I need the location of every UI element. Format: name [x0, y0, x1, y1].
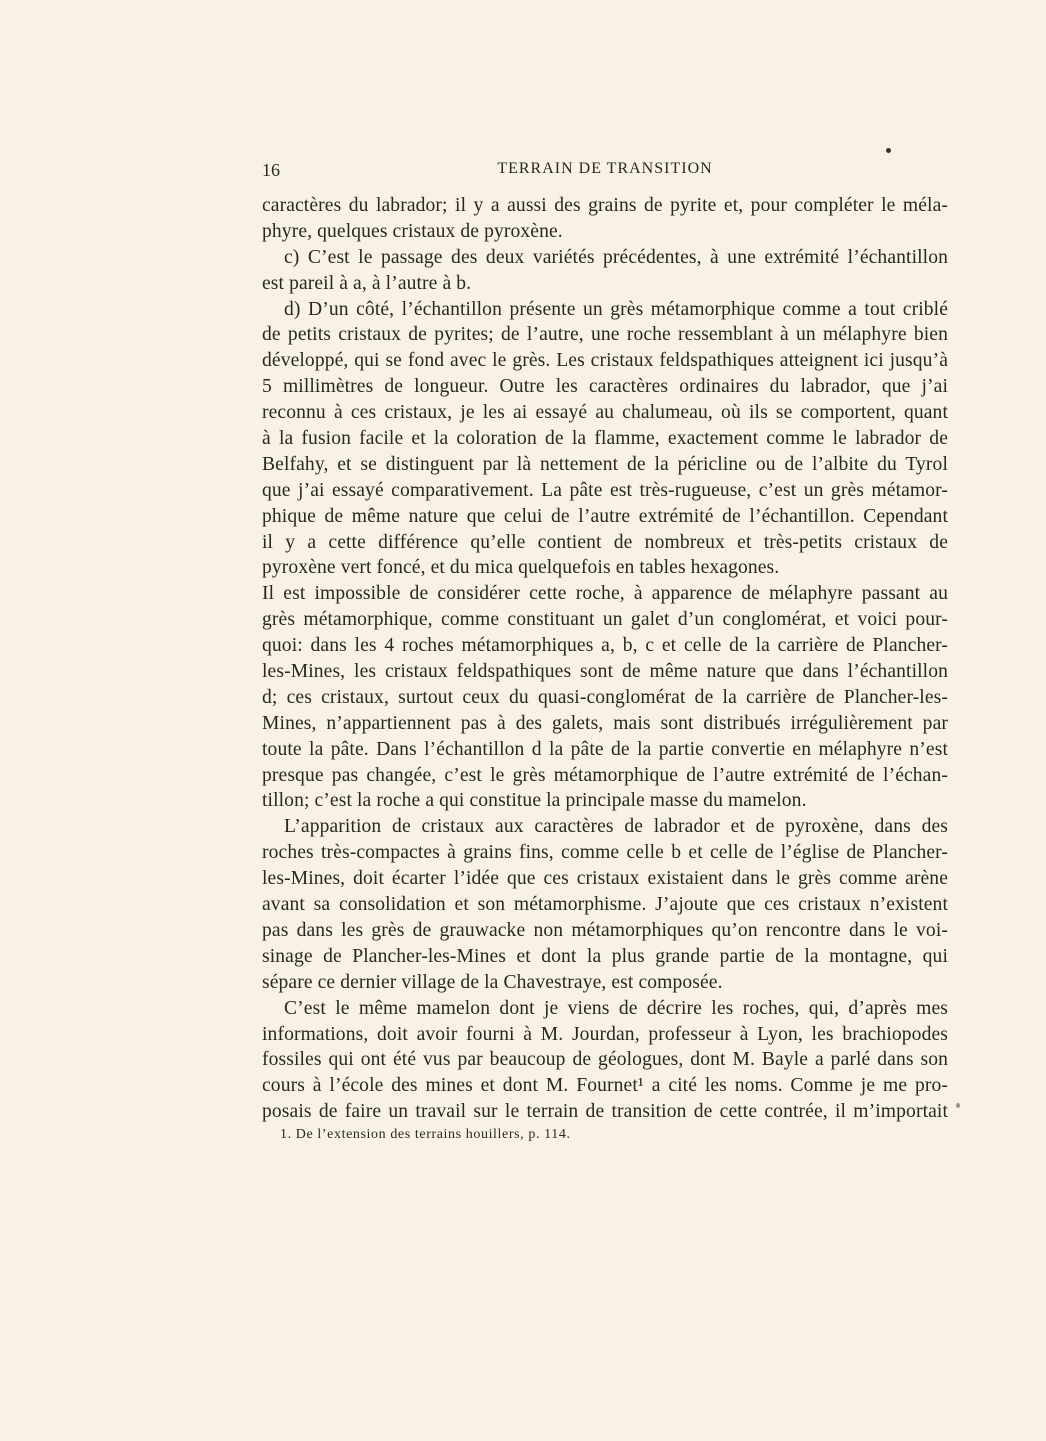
text-line: phyre, quelques cristaux de pyroxène. — [262, 220, 563, 242]
text-line: phique de même nature que celui de l’autre extrémité de l’échantillon. Cependant — [262, 505, 948, 527]
text-line: Belfahy, et se distinguent par là nettement de la péricline ou de l’albite du Tyrol — [262, 453, 948, 475]
text-line: que j’ai essayé comparativement. La pâte est très-rugueuse, c’est un grès métamor- — [262, 479, 948, 501]
text-line: sinage de Plancher-les-Mines et dont la plus grande partie de la montagne, qui — [262, 945, 948, 967]
text-line: les-Mines, les cristaux feldspathiques sont de même nature que dans l’échantillon — [262, 661, 948, 683]
running-title: TERRAIN DE TRANSITION — [497, 160, 713, 177]
text-line: reconnu à ces cristaux, je les ai essayé au chalumeau, où ils se comportent, quant — [262, 402, 948, 424]
text-line: sépare ce dernier village de la Chavestraye, est composée. — [262, 971, 723, 993]
text-line: est pareil à a, à l’autre à b. — [262, 272, 472, 294]
text-line: tillon; c’est la roche a qui constitue la principale masse du mamelon. — [262, 790, 807, 812]
text-line: Mines, n’appartiennent pas à des galets, mais sont distribués irrégulièrement par — [262, 712, 948, 734]
text-line: toute la pâte. Dans l’échantillon d la pâte de la partie convertie en mélaphyre n’est — [262, 738, 948, 760]
text-line: les-Mines, doit écarter l’idée que ces cristaux existaient dans le grès comme arène — [262, 868, 948, 890]
text-line: caractères du labrador; il y a aussi des grains de pyrite et, pour compléter le méla- — [262, 195, 948, 216]
text-line: pas dans les grès de grauwacke non métamorphiques qu’on rencontre dans le voi- — [262, 919, 948, 941]
text-line: c) C’est le passage des deux variétés précédentes, à une extrémité l’échantillon — [284, 246, 948, 268]
text-line: développé, qui se fond avec le grès. Les cristaux feldspathiques atteignent ici jusqu’à — [262, 350, 948, 372]
text-line: grès métamorphique, comme constituant un galet d’un conglomérat, et voici pour- — [262, 609, 948, 631]
page-number: 16 — [262, 160, 280, 180]
text-line: C’est le même mamelon dont je viens de décrire les roches, qui, d’après mes — [284, 997, 948, 1019]
footnote: 1. De l’extension des terrains houillers, p. 114. — [280, 1127, 571, 1142]
text-line: de petits cristaux de pyrites; de l’autre, une roche ressemblant à un mélaphyre bien — [262, 324, 948, 346]
print-speck — [956, 1103, 960, 1108]
text-line: Il est impossible de considérer cette roche, à apparence de mélaphyre passant au — [262, 583, 948, 605]
text-line: pyroxène vert foncé, et du mica quelquefois en tables hexagones. — [262, 557, 780, 579]
text-line: d; ces cristaux, surtout ceux du quasi-conglomérat de la carrière de Plancher-les- — [262, 686, 948, 708]
text-line: quoi: dans les 4 roches métamorphiques a, b, c et celle de la carrière de Plancher- — [262, 635, 948, 657]
text-line: posais de faire un travail sur le terrain de transition de cette contrée, il m’importait — [262, 1101, 948, 1123]
text-line: fossiles qui ont été vus par beaucoup de géologues, dont M. Bayle a parlé dans son — [262, 1049, 948, 1071]
text-line: informations, doit avoir fourni à M. Jourdan, professeur à Lyon, les brachiopodes — [262, 1023, 948, 1045]
print-speck — [886, 148, 891, 153]
text-line: roches très-compactes à grains fins, comme celle b et celle de l’église de Plancher- — [262, 842, 948, 864]
text-line: cours à l’école des mines et dont M. Fournet¹ a cité les noms. Comme je me pro- — [262, 1075, 948, 1097]
body-text — [262, 193, 948, 1125]
text-line: L’apparition de cristaux aux caractères de labrador et de pyroxène, dans des — [284, 816, 948, 838]
text-line: il y a cette différence qu’elle contient de nombreux et très-petits cristaux de — [262, 531, 948, 553]
text-line: à la fusion facile et la coloration de la flamme, exactement comme le labrador de — [262, 428, 948, 450]
text-line: d) D’un côté, l’échantillon présente un grès métamorphique comme a tout criblé — [284, 298, 948, 320]
page-header — [262, 160, 948, 184]
text-line: 5 millimètres de longueur. Outre les caractères ordinaires du labrador, que j’ai — [262, 376, 948, 398]
text-line: avant sa consolidation et son métamorphisme. J’ajoute que ces cristaux n’existent — [262, 894, 948, 916]
text-line: presque pas changée, c’est le grès métamorphique de l’autre extrémité de l’échan- — [262, 764, 948, 786]
